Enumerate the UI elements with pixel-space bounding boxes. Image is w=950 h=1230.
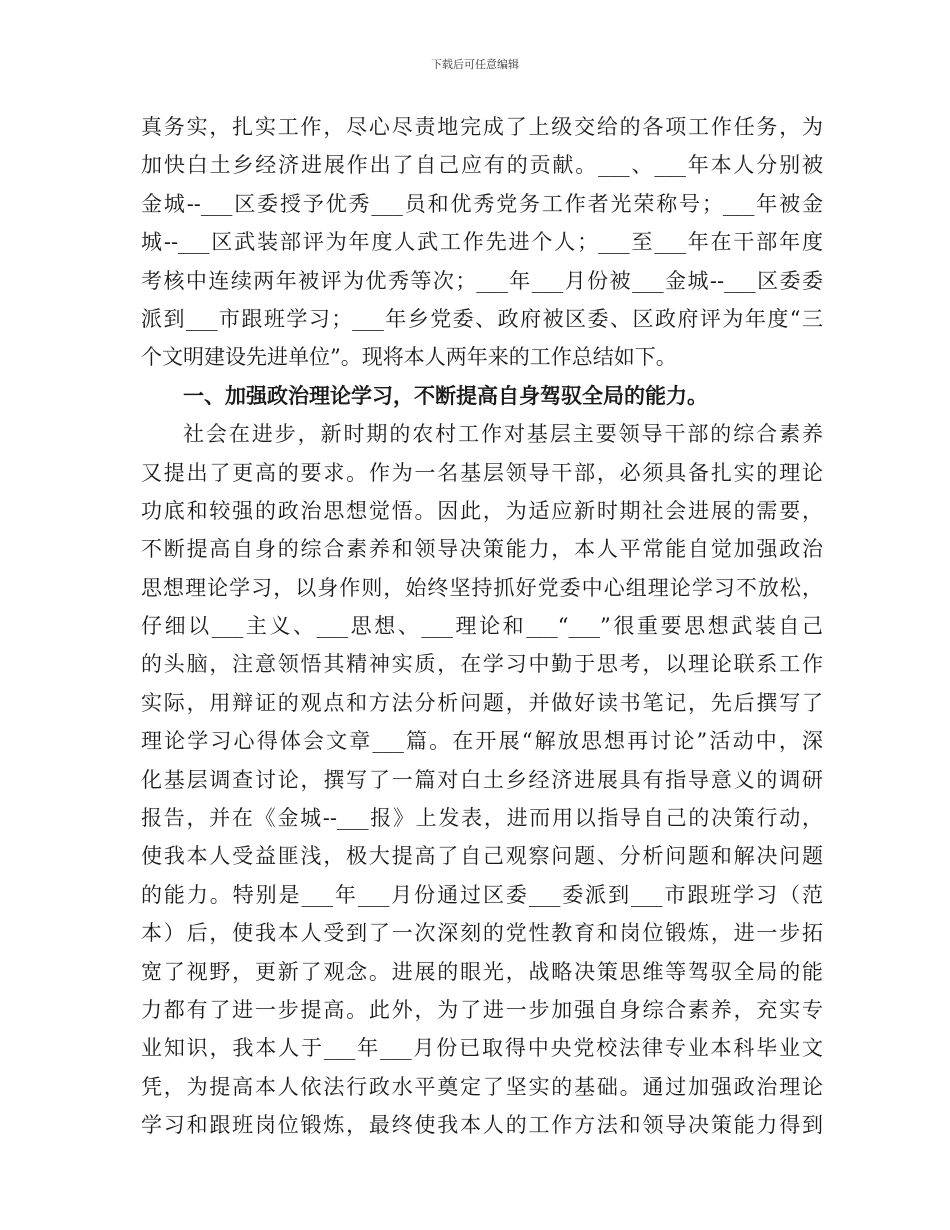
text-line: 的能力。特别是___年___月份通过区委___委派到___市跟班学习（范 xyxy=(141,882,823,907)
text-line: 加快白土乡经济进展作出了自己应有的贡献。___、___年本人分别被 xyxy=(141,153,823,178)
text-line: 凭，为提高本人依法行政水平奠定了坚实的基础。通过加强政治理论 xyxy=(141,1074,823,1099)
text-line: 报告，并在《金城--___报》上发表，进而用以指导自己的决策行动， xyxy=(141,806,823,831)
section-paragraph xyxy=(141,415,823,1144)
text-line: 不断提高自身的综合素养和领导决策能力，本人平常能自觉加强政治 xyxy=(141,537,823,562)
text-line: 的头脑，注意领悟其精神实质，在学习中勤于思考，以理论联系工作 xyxy=(141,652,823,677)
text-line: 考核中连续两年被评为优秀等次；___年___月份被___金城--___区委委 xyxy=(141,268,823,293)
section-heading: 一、加强政治理论学习，不断提高自身驾驭全局的能力。 xyxy=(183,383,708,408)
text-line: 实际，用辩证的观点和方法分析问题，并做好读书笔记，先后撰写了 xyxy=(141,690,823,715)
text-line: 本）后，使我本人受到了一次深刻的党性教育和岗位锻炼，进一步拓 xyxy=(141,921,823,946)
text-line: 宽了视野，更新了观念。进展的眼光，战略决策思维等驾驭全局的能 xyxy=(141,959,823,984)
text-line: 城--___区武装部评为年度人武工作先进个人；___至___年在干部年度 xyxy=(141,230,823,255)
text-line: 金城--___区委授予优秀___员和优秀党务工作者光荣称号；___年被金 xyxy=(141,191,823,216)
document-body xyxy=(141,108,823,1145)
text-line: 使我本人受益匪浅，极大提高了自己观察问题、分析问题和解决问题 xyxy=(141,844,823,869)
text-line: 真务实，扎实工作，尽心尽责地完成了上级交给的各项工作任务，为 xyxy=(141,115,823,139)
text-line: 力都有了进一步提高。此外，为了进一步加强自身综合素养，充实专 xyxy=(141,997,823,1022)
text-line: 业知识，我本人于___年___月份已取得中央党校法律专业本科毕业文 xyxy=(141,1036,823,1061)
text-line: 思想理论学习，以身作则，始终坚持抓好党委中心组理论学习不放松， xyxy=(141,575,823,600)
text-line: 功底和较强的政治思想觉悟。因此，为适应新时期社会进展的需要， xyxy=(141,498,823,523)
text-line: 社会在进步，新时期的农村工作对基层主要领导干部的综合素养 xyxy=(183,422,823,447)
text-line: 个文明建设先进单位”。现将本人两年来的工作总结如下。 xyxy=(141,345,677,370)
text-line: 化基层调查讨论，撰写了一篇对白土乡经济进展具有指导意义的调研 xyxy=(141,767,823,792)
text-line: 派到___市跟班学习；___年乡党委、政府被区委、区政府评为年度“三 xyxy=(141,306,823,331)
text-line: 又提出了更高的要求。作为一名基层领导干部，必须具备扎实的理论 xyxy=(141,460,823,485)
text-line: 理论学习心得体会文章___篇。在开展“解放思想再讨论”活动中，深 xyxy=(141,729,823,754)
intro-paragraph xyxy=(141,108,823,377)
text-line: 仔细以___主义、___思想、___理论和___“___”很重要思想武装自己 xyxy=(141,614,823,639)
header-note: 下载后可任意编辑 xyxy=(431,58,519,71)
text-line: 学习和跟班岗位锻炼，最终使我本人的工作方法和领导决策能力得到 xyxy=(141,1113,823,1138)
